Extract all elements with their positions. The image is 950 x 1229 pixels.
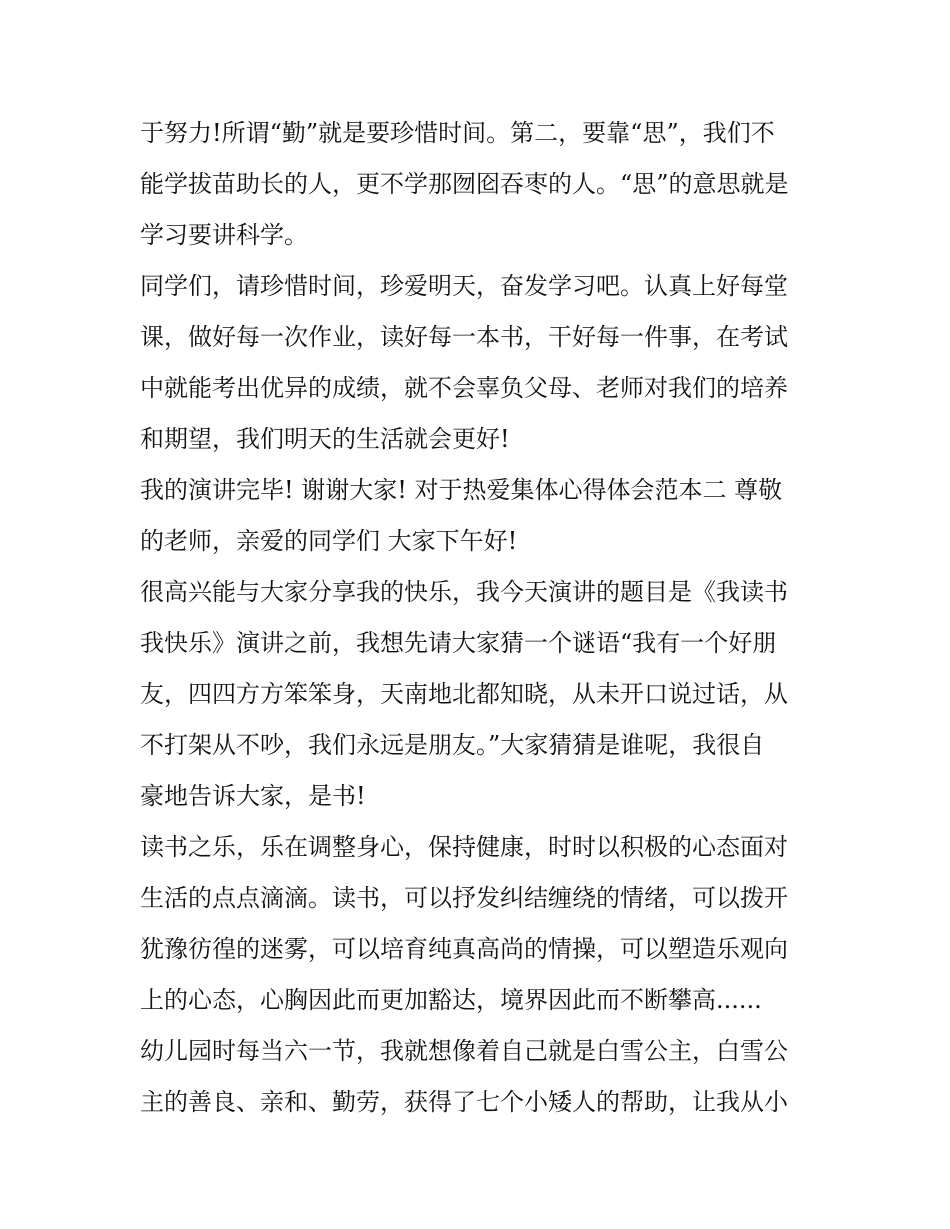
text-line: 我快乐》演讲之前，我想先请大家猜一个谜语“我有一个好朋 [140,629,777,657]
body-text [140,108,820,1128]
text-line: 友，四四方方笨笨身，天南地北都知晓，从未开口说过话，从 [140,680,788,708]
text-line: 读书之乐，乐在调整身心，保持健康，时时以积极的心态面对 [140,833,788,861]
text-line: 的老师，亲爱的同学们 大家下午好! [140,527,518,555]
text-line: 主的善良、亲和、勤劳，获得了七个小矮人的帮助，让我从小 [140,1088,788,1116]
text-line: 幼儿园时每当六一节，我就想像着自己就是白雪公主，白雪公 [140,1037,788,1065]
text-line: 豪地告诉大家，是书! [140,782,366,810]
text-line: 同学们，请珍惜时间，珍爱明天，奋发学习吧。认真上好每堂 [140,272,788,300]
text-line: 犹豫彷徨的迷雾，可以培育纯真高尚的情操，可以塑造乐观向 [140,935,788,963]
text-line: 课，做好每一次作业，读好每一本书，干好每一件事，在考试 [140,323,788,351]
text-line: 于努力!所谓“勤”就是要珍惜时间。第二，要靠“思”，我们不 [140,119,775,147]
text-line: 能学拔苗助长的人，更不学那囫囵吞枣的人。“思”的意思就是 [140,170,789,198]
text-line: 很高兴能与大家分享我的快乐，我今天演讲的题目是《我读书 [140,578,788,606]
text-line: 我的演讲完毕! 谢谢大家! 对于热爱集体心得体会范本二 尊敬 [140,476,783,504]
text-line: 和期望，我们明天的生活就会更好! [140,425,510,453]
text-line: 不打架从不吵，我们永远是朋友。”大家猜猜是谁呢，我很自 [140,731,765,759]
text-line: 中就能考出优异的成绩，就不会辜负父母、老师对我们的培养 [140,374,788,402]
text-line: 生活的点点滴滴。读书，可以抒发纠结缠绕的情绪，可以拨开 [140,884,788,912]
text-line: 学习要讲科学。 [140,221,308,249]
text-line: 上的心态，心胸因此而更加豁达，境界因此而不断攀高...... [140,986,762,1014]
